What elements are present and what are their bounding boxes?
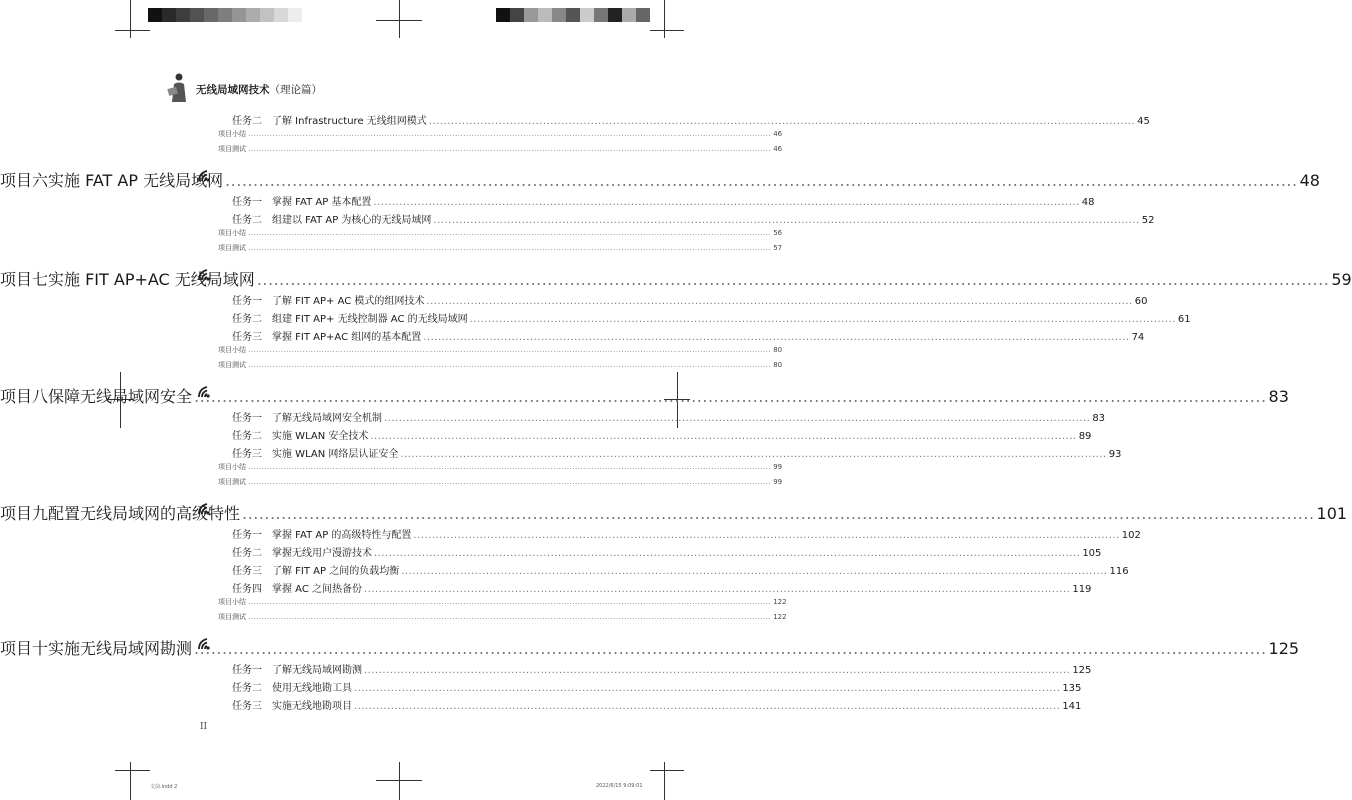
toc-task-row [232, 328, 1145, 343]
toc-entry-text: 了解 Infrastructure 无线组网模式 [272, 116, 427, 127]
toc-page-number: 74 [1131, 332, 1145, 343]
dot-leader [248, 613, 771, 621]
toc-entry-title [0, 384, 192, 407]
dot-leader [248, 145, 771, 153]
toc-entry-title [232, 526, 411, 541]
toc-entry-text: 组建以 FAT AP 为核心的无线局域网 [272, 215, 432, 226]
toc-summary-row [218, 597, 787, 607]
toc-entry-title [232, 310, 468, 325]
toc-entry-text: 掌握 FIT AP+AC 组网的基本配置 [272, 332, 422, 343]
toc-entry-number: 任务三 [232, 701, 262, 712]
dot-leader [429, 116, 1135, 127]
toc-entry-text: 项目小结 [218, 346, 246, 354]
print-slug-file: 文前.indd 2 [150, 784, 178, 790]
toc-page-number: 125 [1268, 639, 1300, 658]
toc-entry-text: 项目小结 [218, 229, 246, 237]
toc-entry-text: 配置无线局域网的高级特性 [48, 504, 241, 523]
dot-leader [248, 229, 771, 237]
toc-entry-text: 项目测试 [218, 613, 246, 621]
toc-entry-title [218, 144, 246, 154]
toc-entry-title [218, 243, 246, 253]
toc-task-row [232, 544, 1102, 559]
toc-entry-text: 使用无线地勘工具 [272, 683, 352, 694]
toc-page-number: 101 [1316, 504, 1348, 523]
toc-task-row [232, 661, 1092, 676]
toc-project-row [0, 384, 1289, 407]
toc-entry-title [218, 345, 246, 355]
dot-leader [384, 413, 1090, 424]
toc-page-number: 83 [1268, 387, 1289, 406]
toc-entry-text: 了解无线局域网勘测 [272, 665, 362, 676]
toc-page-number: 48 [1081, 197, 1095, 208]
toc-page-number: 116 [1109, 566, 1129, 577]
toc-task-row [232, 697, 1082, 712]
toc-entry-number: 项目八 [0, 387, 49, 406]
toc-entry-text: 项目小结 [218, 598, 246, 606]
toc-entry-title [218, 462, 246, 472]
toc-entry-title [0, 501, 240, 524]
toc-task-row [232, 193, 1095, 208]
toc-entry-text: 掌握无线用户漫游技术 [272, 548, 372, 559]
toc-project-row [0, 636, 1299, 659]
dot-leader [354, 701, 1060, 712]
toc-page-number: 45 [1137, 116, 1150, 127]
toc-entry-number: 任务一 [232, 665, 262, 676]
toc-entry-title [218, 597, 246, 607]
toc-entry-number: 项目六 [0, 171, 49, 190]
toc-task-row [232, 562, 1129, 577]
toc-entry-title [232, 580, 362, 595]
toc-page-number: 122 [773, 613, 787, 621]
toc-summary-row [218, 228, 783, 238]
toc-entry-number: 任务三 [232, 332, 262, 343]
toc-page-number: 59 [1331, 270, 1352, 289]
page-folio: II [200, 722, 208, 732]
toc-entry-title [232, 445, 398, 460]
toc-entry-title [0, 636, 192, 659]
toc-entry-title [218, 129, 246, 139]
toc-entry-text: 项目测试 [218, 361, 246, 369]
toc-task-row [232, 310, 1191, 325]
toc-page-number: 93 [1108, 449, 1122, 460]
toc-entry-title [232, 328, 421, 343]
toc-entry-text: 实施 FAT AP 无线局域网 [48, 171, 224, 190]
toc-summary-row [218, 462, 783, 472]
toc-page-number: 48 [1299, 171, 1320, 190]
toc-entry-text: 了解 FIT AP 之间的负载均衡 [272, 566, 400, 577]
toc-entry-title [232, 697, 352, 712]
toc-entry-number: 项目七 [0, 270, 49, 289]
toc-page-number: 60 [1134, 296, 1148, 307]
dot-leader [423, 332, 1129, 343]
dot-leader [354, 683, 1060, 694]
toc-entry-title [218, 477, 246, 487]
toc-entry-title [232, 562, 399, 577]
toc-entry-number: 任务三 [232, 449, 262, 460]
toc-summary-row [218, 477, 783, 487]
toc-entry-number: 任务二 [232, 683, 262, 694]
toc-entry-title [232, 193, 371, 208]
dot-leader [248, 598, 771, 606]
toc-entry-number: 任务二 [232, 116, 262, 127]
toc-project-row [0, 267, 1352, 290]
toc-entry-title [232, 211, 431, 226]
toc-entry-text: 了解 FIT AP+ AC 模式的组网技术 [272, 296, 425, 307]
header-subtitle: （理论篇） [269, 84, 322, 96]
toc-page-number: 56 [773, 229, 783, 237]
toc-entry-text: 掌握 FAT AP 的高级特性与配置 [272, 530, 412, 541]
dot-leader [470, 314, 1176, 325]
toc-entry-title [232, 427, 368, 442]
dot-leader [433, 215, 1139, 226]
dot-leader [248, 361, 771, 369]
toc-page-number: 105 [1082, 548, 1102, 559]
toc-task-row [232, 526, 1141, 541]
toc-page-number: 61 [1177, 314, 1191, 325]
toc-entry-number: 任务一 [232, 530, 262, 541]
dot-leader [373, 197, 1079, 208]
toc-summary-row [218, 345, 783, 355]
dot-leader [248, 244, 771, 252]
toc-page-number: 125 [1072, 665, 1092, 676]
toc-task-row [232, 409, 1106, 424]
toc-task-row [232, 112, 1150, 127]
toc-page-number: 80 [773, 361, 783, 369]
dot-leader [225, 171, 1298, 190]
toc-project-row [0, 501, 1347, 524]
dot-leader [194, 639, 1267, 658]
dot-leader [248, 130, 771, 138]
toc-summary-row [218, 243, 783, 253]
toc-entry-number: 任务二 [232, 431, 262, 442]
toc-entry-title [232, 544, 372, 559]
toc-entry-text: 实施无线地勘项目 [272, 701, 352, 712]
dot-leader [242, 504, 1315, 523]
toc-summary-row [218, 360, 783, 370]
toc-page-number: 57 [773, 244, 783, 252]
toc-entry-text: 掌握 AC 之间热备份 [272, 584, 363, 595]
toc-entry-text: 项目小结 [218, 130, 246, 138]
toc-page-number: 102 [1121, 530, 1141, 541]
toc-entry-number: 任务一 [232, 197, 262, 208]
toc-page-number: 99 [773, 463, 783, 471]
toc-page-number: 99 [773, 478, 783, 486]
toc-entry-text: 掌握 FAT AP 基本配置 [272, 197, 372, 208]
dot-leader [364, 665, 1070, 676]
toc-entry-number: 任务二 [232, 548, 262, 559]
toc-entry-title [232, 409, 382, 424]
toc-entry-number: 任务二 [232, 314, 262, 325]
toc-entry-text: 了解无线局域网安全机制 [272, 413, 382, 424]
toc-task-row [232, 580, 1092, 595]
toc-entry-number: 项目十 [0, 639, 49, 658]
toc-entry-text: 项目测试 [218, 478, 246, 486]
print-slug-date: 2022/6/15 9:09:01 [596, 783, 643, 789]
toc-page-number: 46 [773, 130, 783, 138]
toc-entry-text: 实施 WLAN 安全技术 [272, 431, 369, 442]
toc-task-row [232, 292, 1148, 307]
toc-project-row [0, 168, 1320, 191]
toc-page-number: 83 [1092, 413, 1106, 424]
dot-leader [374, 548, 1080, 559]
toc-summary-row [218, 612, 787, 622]
toc-entry-text: 实施无线局域网勘测 [48, 639, 193, 658]
toc-task-row [232, 427, 1092, 442]
toc-entry-number: 任务二 [232, 215, 262, 226]
toc-summary-row [218, 129, 783, 139]
header-title-main: 无线局域网技术 [196, 84, 270, 96]
toc-task-row [232, 211, 1155, 226]
dot-leader [248, 346, 771, 354]
toc-entry-title [0, 267, 255, 290]
toc-page-number: 135 [1062, 683, 1082, 694]
toc-summary-row [218, 144, 783, 154]
toc-entry-text: 组建 FIT AP+ 无线控制器 AC 的无线局域网 [272, 314, 468, 325]
dot-leader [194, 387, 1267, 406]
toc-task-row [232, 445, 1122, 460]
toc-page-number: 46 [773, 145, 783, 153]
toc-entry-text: 保障无线局域网安全 [48, 387, 193, 406]
toc-entry-title [218, 612, 246, 622]
dot-leader [364, 584, 1070, 595]
dot-leader [413, 530, 1119, 541]
toc-entry-title [232, 112, 427, 127]
toc-entry-text: 项目测试 [218, 244, 246, 252]
toc-entry-number: 项目九 [0, 504, 49, 523]
dot-leader [400, 449, 1106, 460]
toc-entry-number: 任务三 [232, 566, 262, 577]
toc-entry-text: 实施 FIT AP+AC 无线局域网 [48, 270, 255, 289]
toc-task-row [232, 679, 1082, 694]
toc-entry-text: 实施 WLAN 网络层认证安全 [272, 449, 399, 460]
dot-leader [401, 566, 1107, 577]
dot-leader [248, 463, 771, 471]
toc-entry-number: 任务一 [232, 413, 262, 424]
toc-page-number: 141 [1062, 701, 1082, 712]
toc-page-number: 89 [1078, 431, 1092, 442]
toc-entry-title [218, 360, 246, 370]
dot-leader [370, 431, 1076, 442]
toc-entry-title [218, 228, 246, 238]
dot-leader [248, 478, 771, 486]
toc-entry-title [232, 292, 424, 307]
toc-entry-text: 项目小结 [218, 463, 246, 471]
toc-page-number: 52 [1141, 215, 1155, 226]
dot-leader [426, 296, 1132, 307]
toc-entry-text: 项目测试 [218, 145, 246, 153]
toc-entry-number: 任务四 [232, 584, 262, 595]
dot-leader [257, 270, 1330, 289]
toc-entry-title [0, 168, 223, 191]
toc-page-number: 80 [773, 346, 783, 354]
toc-page-number: 119 [1072, 584, 1092, 595]
toc-page-number: 122 [773, 598, 787, 606]
toc-entry-number: 任务一 [232, 296, 262, 307]
toc-entry-title [232, 679, 352, 694]
toc-entry-title [232, 661, 362, 676]
